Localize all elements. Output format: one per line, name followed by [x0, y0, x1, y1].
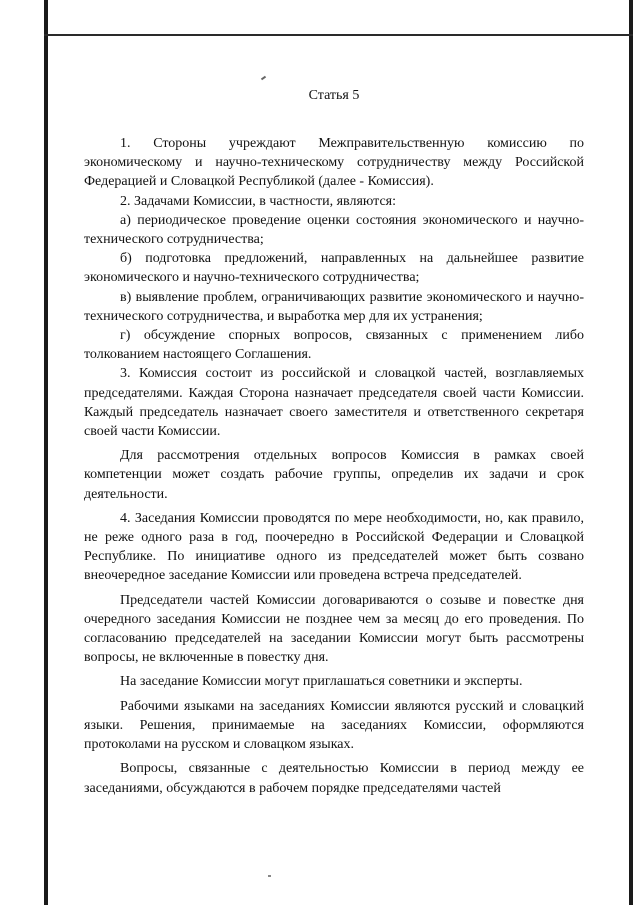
- paragraph-task-a: а) периодическое проведение оценки состояния экономического и научно-технического сотрудничества;: [84, 212, 584, 248]
- paragraph-4-meetings: 4. Заседания Комиссии проводятся по мере необходимости, но, как правило, не реже одного раза в год, поочередно в Российской Федерации и Словацкой Республике. По инициативе одного из председателей может быть созвано внеочередное заседание Комиссии или проведена встреча председателей.: [84, 510, 584, 584]
- scan-border-top: [44, 34, 633, 36]
- paragraph-task-c: в) выявление проблем, ограничивающих развитие экономического и научно-технического сотрудничества, и выработка мер для их устранения;: [84, 289, 584, 324]
- paragraph-working-groups: Для рассмотрения отдельных вопросов Комиссия в рамках своей компетенции может создать рабочие группы, определив их задачи и срок деятельности.: [84, 448, 584, 502]
- paragraph-task-d: г) обсуждение спорных вопросов, связанных с применением либо толкованием настоящего Соглашения.: [84, 328, 584, 363]
- paragraph-interim-questions: Вопросы, связанные с деятельностью Комиссии в период между ее заседаниями, обсуждаются в рабочем порядке председателями частей: [84, 761, 584, 796]
- scan-border-left: [44, 0, 48, 905]
- paragraph-2-tasks-intro: 2. Задачами Комиссии, в частности, являются:: [120, 193, 397, 209]
- scan-border-right: [629, 0, 633, 905]
- paragraph-advisers: На заседание Комиссии могут приглашаться советники и эксперты.: [120, 674, 523, 690]
- scan-speck: [268, 875, 271, 877]
- paragraph-1-commission-established: 1. Стороны учреждают Межправительственную комиссию по экономическому и научно-техническому сотрудничеству между Российской Федерацией и Словацкой Республикой (далее - Комиссия).: [84, 136, 584, 190]
- paragraph-agenda: Председатели частей Комиссии договариваются о созыве и повестке дня очередного заседания Комиссии не позднее чем за месяц до его проведения. По согласованию председателей на заседании Комиссии могут быть рассмотрены вопросы, не включенные в повестку дня.: [84, 592, 584, 666]
- article-heading: Статья 5: [308, 88, 360, 103]
- scan-speck: [261, 76, 266, 81]
- paragraph-3-composition: 3. Комиссия состоит из российской и словацкой частей, возглавляемых председателями. Каждая Сторона назначает председателя своей части Комиссии. Каждый председатель назначает своего заместителя и ответственного секретаря своей части Комиссии.: [84, 366, 584, 440]
- paragraph-languages: Рабочими языками на заседаниях Комиссии являются русский и словацкий языки. Решения, принимаемые на заседаниях Комиссии, оформляются протоколами на русском и словацком языках.: [84, 698, 584, 753]
- paragraph-task-b: б) подготовка предложений, направленных на дальнейшее развитие экономического и научно-технического сотрудничества;: [84, 251, 584, 286]
- document-page: [84, 86, 584, 798]
